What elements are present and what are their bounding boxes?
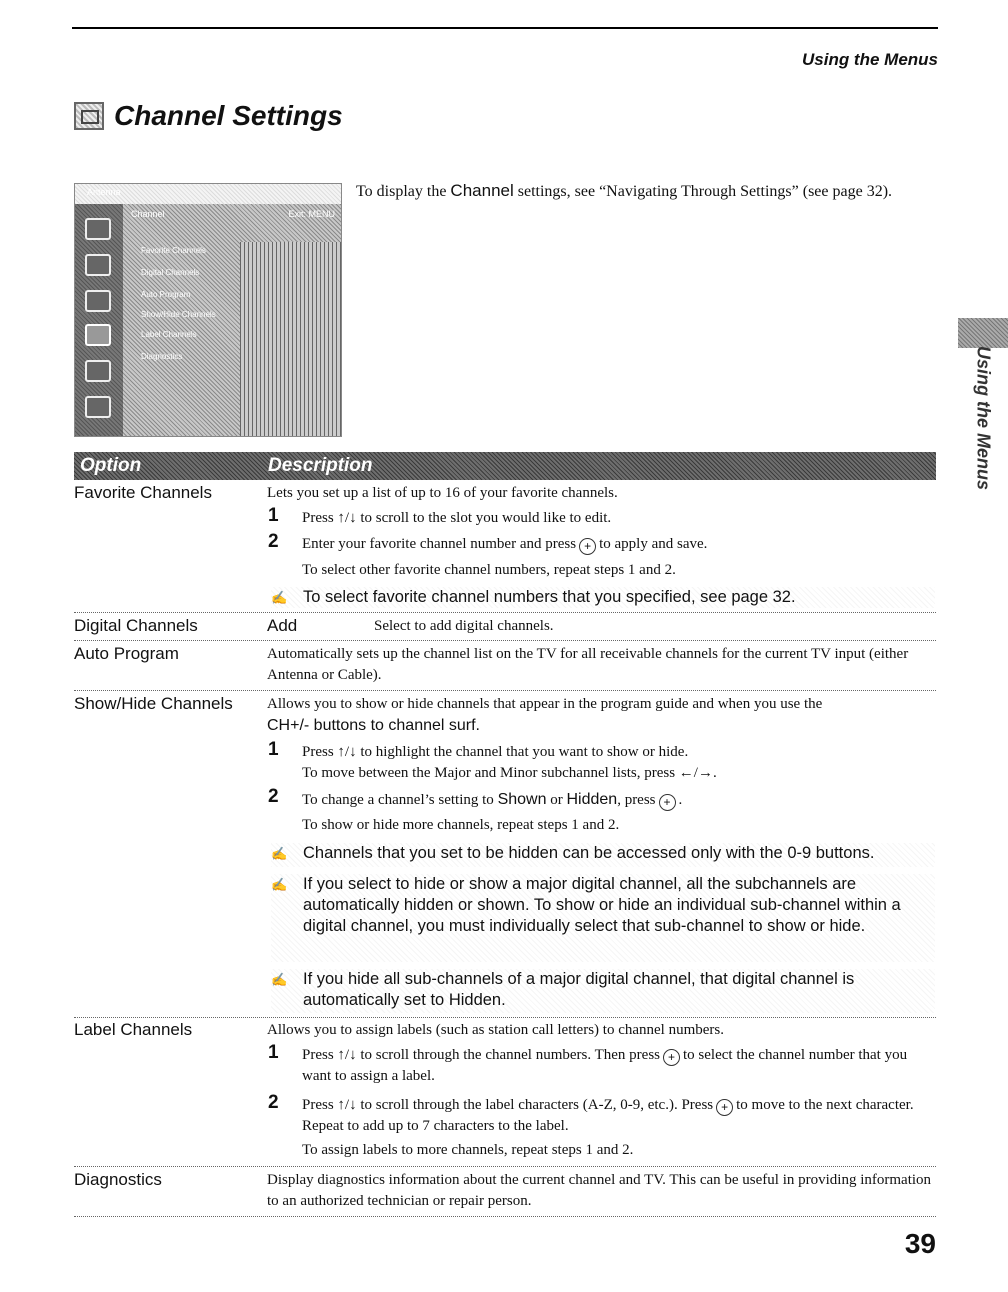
- option-digital-channels: Digital Channels: [74, 616, 198, 635]
- menu-value-panel: [240, 242, 342, 436]
- parent-icon: [85, 360, 111, 382]
- repeat-text: To show or hide more channels, repeat steps 1 and 2.: [302, 817, 620, 833]
- repeat-text: To select other favorite channel numbers, repeat steps 1 and 2.: [302, 562, 676, 578]
- sidebar-tab: [958, 318, 1008, 348]
- menu-top-tab: Antenna: [87, 187, 121, 197]
- row-divider: [74, 1216, 936, 1217]
- step-text: Enter your favorite channel number and press + to apply and save.: [302, 536, 708, 553]
- sidebar-label: Using the Menus: [973, 345, 994, 491]
- digital-desc: Select to add digital channels.: [374, 618, 554, 634]
- step-text: Press ↑/↓ to scroll to the slot you would like to edit.: [302, 510, 612, 526]
- channel-icon: [85, 324, 111, 346]
- menu-item: Digital Channels: [141, 268, 200, 277]
- row-divider: [74, 612, 936, 613]
- step-number: 2: [268, 1092, 279, 1113]
- note-icon: ✍: [271, 846, 288, 861]
- step-number: 1: [268, 1042, 279, 1063]
- menu-panel-title: Channel: [131, 209, 165, 219]
- menu-item: Show/Hide Channels: [141, 310, 216, 319]
- menu-screenshot: [74, 183, 342, 437]
- option-show-hide-channels: Show/Hide Channels: [74, 694, 233, 713]
- step-text: Press ↑/↓ to highlight the channel that you want to show or hide. To move between the Major and Minor subchannel lists, press ←/→.: [302, 744, 717, 781]
- header-option: Option: [80, 455, 142, 476]
- option-diagnostics: Diagnostics: [74, 1170, 162, 1189]
- menu-item: Favorite Channels: [141, 246, 206, 255]
- picture-icon: [85, 218, 111, 240]
- diagnostics-desc: Display diagnostics information about the current channel and TV. This can be useful in providing information to an authorized technician or repair person.: [267, 1172, 932, 1209]
- row-divider: [74, 690, 936, 691]
- step-number: 2: [268, 531, 279, 552]
- step-text: To change a channel’s setting to Shown or Hidden, press + .: [302, 791, 683, 809]
- note: ✍ To select favorite channel numbers that you specified, see page 32.: [271, 587, 935, 608]
- menu-top-bar: [75, 184, 341, 204]
- note: ✍ Channels that you set to be hidden can be accessed only with the 0-9 buttons.: [271, 843, 935, 867]
- row-divider: [74, 640, 936, 641]
- header-description: Description: [268, 455, 373, 476]
- row-divider: [74, 1017, 936, 1018]
- step-number: 1: [268, 739, 279, 760]
- menu-item: Auto Program: [141, 290, 191, 299]
- enter-icon: +: [716, 1099, 733, 1116]
- auto-desc: Automatically sets up the channel list on the TV for all receivable channels for the current TV input (either Antenna or Cable).: [267, 646, 909, 683]
- menu-item: Label Channels: [141, 330, 197, 339]
- table-header: [74, 452, 936, 480]
- section-title: [74, 100, 343, 132]
- intro-text: To display the Channel settings, see “Navigating Through Settings” (see page 32).: [356, 181, 893, 200]
- top-rule: [72, 27, 938, 29]
- step-number: 1: [268, 505, 279, 526]
- note-icon: ✍: [271, 590, 288, 605]
- note-icon: ✍: [271, 877, 288, 892]
- enter-icon: +: [579, 538, 596, 555]
- running-head: Using the Menus: [801, 50, 938, 69]
- sub-option-add: Add: [267, 616, 298, 635]
- sound-icon: [85, 254, 111, 276]
- option-favorite-channels: Favorite Channels: [74, 483, 212, 502]
- note: ✍ If you hide all sub-channels of a major digital channel, that digital channel is automatically set to Hidden.: [271, 969, 935, 1013]
- step-number: 2: [268, 786, 279, 807]
- enter-icon: +: [663, 1049, 680, 1066]
- menu-side-icons: [75, 204, 123, 436]
- channel-settings-icon: [74, 102, 104, 130]
- page-title: Channel Settings: [114, 100, 343, 131]
- option-label-channels: Label Channels: [74, 1020, 193, 1039]
- showhide-desc: Allows you to show or hide channels that appear in the program guide and when you use the CH+/- buttons to channel surf.: [267, 696, 823, 734]
- setup-icon: [85, 396, 111, 418]
- step-text: Press ↑/↓ to scroll through the channel numbers. Then press + to select the channel number that you want to assign a label.: [302, 1047, 908, 1084]
- note: ✍ If you select to hide or show a major digital channel, all the subchannels are automatically hidden or shown. To show or hide an individual sub-channel within a digital channel, you must individually select that sub-channel to show or hide.: [271, 874, 935, 962]
- screen-icon: [85, 290, 111, 312]
- favorite-desc: Lets you set up a list of up to 16 of your favorite channels.: [267, 485, 618, 501]
- page-number: 39: [904, 1228, 936, 1259]
- step-text: Press ↑/↓ to scroll through the label characters (A-Z, 0-9, etc.). Press + to move to the next character. Repeat to add up to 7 characters to the label.: [302, 1097, 914, 1134]
- menu-item: Diagnostics: [141, 352, 183, 361]
- enter-icon: +: [659, 794, 676, 811]
- label-desc: Allows you to assign labels (such as station call letters) to channel numbers.: [267, 1022, 724, 1038]
- row-divider: [74, 1166, 936, 1167]
- menu-exit: Exit: MENU: [288, 209, 335, 219]
- repeat-text: To assign labels to more channels, repeat steps 1 and 2.: [302, 1142, 634, 1158]
- note-icon: ✍: [271, 972, 288, 987]
- option-auto-program: Auto Program: [74, 644, 179, 663]
